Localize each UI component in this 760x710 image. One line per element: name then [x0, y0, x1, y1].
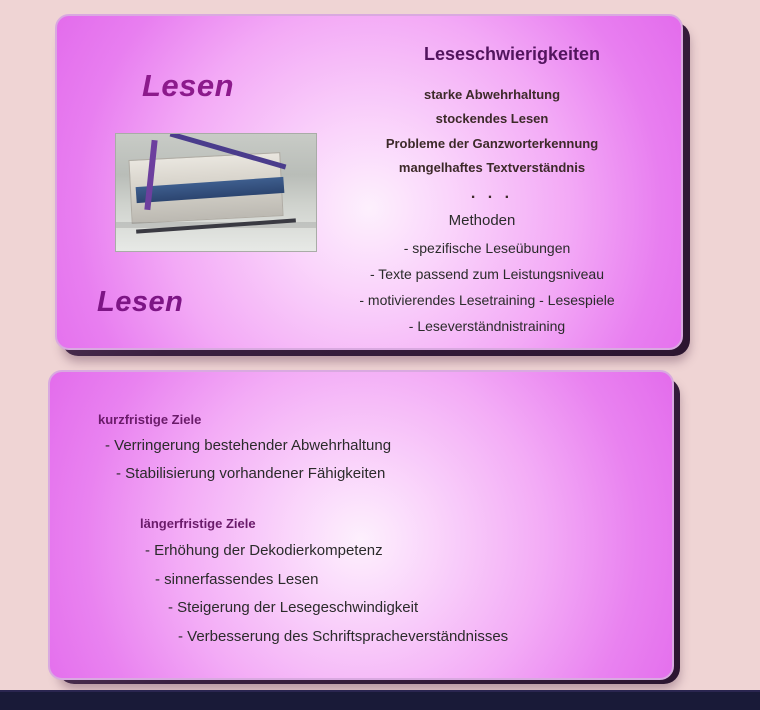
list-item: - sinnerfassendes Lesen — [155, 571, 319, 588]
methods-list — [312, 240, 662, 344]
slide-1-title-top: Lesen — [142, 68, 235, 103]
list-item: - spezifische Leseübungen — [403, 240, 571, 256]
list-item: mangelhaftes Textverständnis — [398, 159, 586, 175]
short-goals-heading: kurzfristige Ziele — [98, 412, 202, 427]
list-item: - Stabilisierung vorhandener Fähigkeiten — [116, 465, 386, 482]
bottom-bar — [0, 690, 760, 710]
book-stack-photo — [115, 133, 317, 252]
methods-heading: Methoden — [448, 212, 516, 229]
list-item: - Verbesserung des Schriftspracheverständnisses — [178, 628, 509, 645]
ellipsis-marker: . . . — [470, 185, 514, 203]
list-item: stockendes Lesen — [435, 111, 549, 127]
list-item: Probleme der Ganzworterkennung — [385, 135, 599, 151]
list-item: - Erhöhung der Dekodierkompetenz — [145, 542, 383, 559]
list-item: - Steigerung der Lesegeschwindigkeit — [168, 599, 419, 616]
slide-1-card[interactable] — [55, 14, 683, 350]
long-goals-heading: längerfristige Ziele — [140, 516, 256, 531]
list-item: - Verringerung bestehender Abwehrhaltung — [105, 437, 392, 454]
slide-2-card[interactable] — [48, 370, 674, 680]
symptom-list — [317, 88, 667, 213]
list-item: - Leseverständnistraining — [408, 318, 566, 334]
slide-1-title-bottom: Lesen — [97, 286, 184, 318]
list-item: - Texte passend zum Leistungsniveau — [370, 266, 604, 282]
slide-1-heading: Leseschwierigkeiten — [423, 44, 601, 64]
list-item: starke Abwehrhaltung — [423, 87, 561, 102]
list-item: - motivierendes Lesetraining - Lesespiele — [359, 292, 615, 308]
